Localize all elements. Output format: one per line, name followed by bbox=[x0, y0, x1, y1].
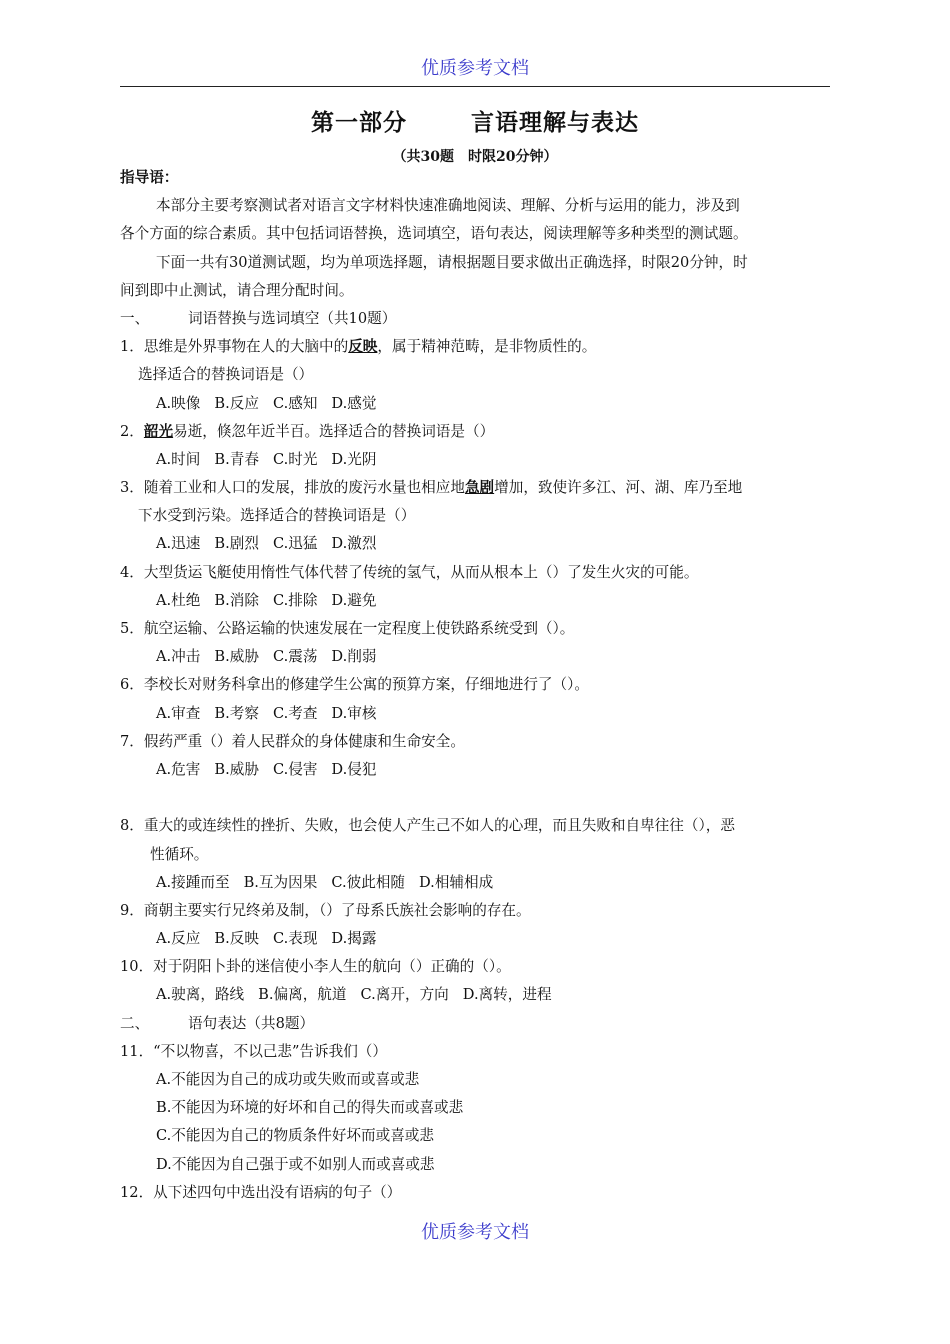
question-5-option-d: D.削弱 bbox=[331, 648, 377, 666]
question-2-option-c: C.时光 bbox=[272, 450, 318, 468]
section-2-number: 二、 bbox=[120, 1014, 150, 1032]
question-11-option-b: B.不能因为环境的好坏和自己的得失而或喜或悲 bbox=[156, 1099, 464, 1117]
question-4-option-a: A.杜绝 bbox=[156, 591, 201, 609]
question-9-option-c: C.表现 bbox=[272, 930, 318, 948]
guide-paragraph-1-line-1: 本部分主要考察测试者对语言文字材料快速准确地阅读、理解、分析与运用的能力，涉及到 bbox=[156, 197, 740, 215]
question-8-option-a: A.接踵而至 bbox=[156, 873, 230, 891]
question-11-option-a: A.不能因为自己的成功或失败而或喜或悲 bbox=[156, 1071, 420, 1088]
question-9-option-d: D.揭露 bbox=[331, 930, 377, 948]
question-7-options bbox=[120, 756, 840, 784]
question-4-stem: 4．大型货运飞艇使用惰性气体代替了传统的氢气，从而从根本上（）了发生火灾的可能。 bbox=[120, 563, 699, 581]
question-8-options bbox=[120, 869, 840, 897]
question-3-stem-pre: 3．随着工业和人口的发展，排放的废污水量也相应地 bbox=[120, 479, 465, 497]
guide-paragraph-2-line-1: 下面一共有30道测试题，均为单项选择题，请根据题目要求做出正确选择，时限20分钟，时 bbox=[156, 253, 748, 271]
question-1-option-d: D.感觉 bbox=[331, 394, 377, 412]
question-6-option-d: D.审核 bbox=[331, 704, 377, 722]
question-6-option-c: C.考查 bbox=[272, 704, 318, 722]
section-1-number: 一、 bbox=[120, 309, 150, 327]
section-1-title: 词语替换与选词填空（共10题） bbox=[188, 309, 397, 327]
question-10-option-d: D.离转，进程 bbox=[462, 986, 552, 1004]
question-8-stem-line-2: 性循环。 bbox=[150, 845, 209, 863]
question-8-option-c: C.彼此相随 bbox=[331, 873, 405, 891]
question-6-option-a: A.审查 bbox=[156, 704, 201, 722]
question-4-options bbox=[120, 587, 840, 615]
question-3-option-d: D.激烈 bbox=[331, 535, 377, 553]
question-10-option-b: B.偏离，航道 bbox=[258, 986, 347, 1004]
page-header-title: 优质参考文档 bbox=[421, 58, 529, 79]
question-8-option-d: D.相辅相成 bbox=[418, 873, 494, 891]
question-3-option-b: B.剧烈 bbox=[214, 535, 259, 553]
question-5-options bbox=[120, 643, 840, 671]
part-title bbox=[0, 104, 950, 137]
question-3-option-a: A.迅速 bbox=[156, 535, 201, 553]
question-11-option-d: D.不能因为自己强于或不如别人而或喜或悲 bbox=[156, 1155, 435, 1173]
question-3-option-c: C.迅猛 bbox=[272, 535, 318, 553]
question-6-stem: 6．李校长对财务科拿出的修建学生公寓的预算方案，仔细地进行了（）。 bbox=[120, 676, 589, 694]
question-1-stem-post: ，属于精神范畴，是非物质性的。 bbox=[377, 338, 597, 356]
guide-label: 指导语： bbox=[120, 169, 179, 186]
question-7-option-b: B.威胁 bbox=[214, 760, 259, 778]
part-title-left: 第一部分 bbox=[311, 109, 407, 136]
page-footer-title: 优质参考文档 bbox=[421, 1222, 529, 1243]
section-1-heading bbox=[120, 305, 840, 333]
blank-line bbox=[120, 784, 840, 812]
question-1-prompt: 选择适合的替换词语是（） bbox=[138, 366, 314, 384]
question-4-option-c: C.排除 bbox=[272, 591, 318, 609]
question-2-stem bbox=[120, 418, 840, 446]
question-2-options bbox=[120, 446, 840, 474]
question-1-option-a: A.映像 bbox=[156, 394, 201, 412]
question-9-option-b: B.反映 bbox=[214, 930, 259, 948]
question-1-option-c: C.感知 bbox=[272, 394, 318, 412]
question-4-option-d: D.避免 bbox=[331, 591, 377, 609]
question-11-stem: 11．“不以物喜，不以己悲”告诉我们（） bbox=[120, 1042, 387, 1060]
question-8-option-b: B.互为因果 bbox=[243, 873, 318, 891]
question-7-option-a: A.危害 bbox=[156, 760, 201, 778]
question-9-option-a: A.反应 bbox=[156, 930, 201, 948]
question-3-options bbox=[120, 530, 840, 558]
question-3-keyword: 急剧 bbox=[464, 479, 495, 497]
part-title-right: 言语理解与表达 bbox=[471, 109, 639, 136]
guide-paragraph-2-line-2: 间到即中止测试，请合理分配时间。 bbox=[120, 281, 354, 299]
section-2-heading bbox=[120, 1010, 840, 1038]
question-2-option-b: B.青春 bbox=[214, 450, 259, 468]
section-2-title: 语句表达（共8题） bbox=[188, 1014, 315, 1032]
header-divider bbox=[120, 86, 830, 87]
question-6-option-b: B.考察 bbox=[214, 704, 259, 722]
question-1-options bbox=[120, 390, 840, 418]
question-12-stem: 12．从下述四句中选出没有语病的句子（） bbox=[120, 1183, 402, 1201]
question-11-option-c: C.不能因为自己的物质条件好坏而或喜或悲 bbox=[156, 1127, 434, 1145]
question-5-option-a: A.冲击 bbox=[156, 648, 201, 666]
question-5-option-b: B.威胁 bbox=[214, 648, 259, 666]
question-9-options bbox=[120, 925, 840, 953]
question-10-option-a: A.驶离，路线 bbox=[156, 986, 245, 1004]
question-7-option-d: D.侵犯 bbox=[331, 760, 377, 778]
question-10-option-c: C.离开，方向 bbox=[360, 986, 449, 1004]
question-10-stem: 10．对于阴阳卜卦的迷信使小李人生的航向（）正确的（）。 bbox=[120, 958, 511, 976]
question-7-option-c: C.侵害 bbox=[272, 760, 318, 778]
question-8-stem: 8．重大的或连续性的挫折、失败，也会使人产生己不如人的心理，而且失败和自卑往往（），恶 bbox=[120, 817, 735, 835]
question-1-stem bbox=[120, 333, 840, 361]
question-4-option-b: B.消除 bbox=[214, 591, 259, 609]
question-1-stem-pre: 1．思维是外界事物在人的大脑中的 bbox=[120, 338, 349, 356]
question-2-stem-pre: 2． bbox=[120, 422, 144, 440]
question-1-keyword: 反映 bbox=[348, 338, 378, 356]
guide-paragraph-1-line-2: 各个方面的综合素质。其中包括词语替换，选词填空，语句表达，阅读理解等多种类型的测试题。 bbox=[120, 225, 748, 243]
question-3-stem-post: 增加，致使许多江、河、湖、库乃至地 bbox=[494, 479, 743, 497]
question-6-options bbox=[120, 700, 840, 728]
part-subtitle: （共30题 时限20分钟） bbox=[392, 149, 558, 165]
question-10-options bbox=[120, 981, 840, 1009]
question-1-option-b: B.反应 bbox=[214, 394, 259, 412]
question-9-stem: 9．商朝主要实行兄终弟及制，（）了母系氏族社会影响的存在。 bbox=[120, 901, 531, 919]
question-2-option-a: A.时间 bbox=[156, 450, 201, 468]
question-2-option-d: D.光阴 bbox=[331, 450, 377, 468]
question-3-prompt: 下水受到污染。选择适合的替换词语是（） bbox=[138, 507, 416, 525]
question-5-stem: 5．航空运输、公路运输的快速发展在一定程度上使铁路系统受到（）。 bbox=[120, 620, 575, 637]
question-2-stem-post: 易逝，倏忽年近半百。选择适合的替换词语是（） bbox=[173, 422, 495, 440]
document-body bbox=[120, 164, 840, 1207]
question-2-keyword: 韶光 bbox=[143, 422, 174, 440]
question-5-option-c: C.震荡 bbox=[272, 648, 318, 666]
question-7-stem: 7．假药严重（）着人民群众的身体健康和生命安全。 bbox=[120, 732, 465, 750]
question-3-stem bbox=[120, 474, 840, 502]
